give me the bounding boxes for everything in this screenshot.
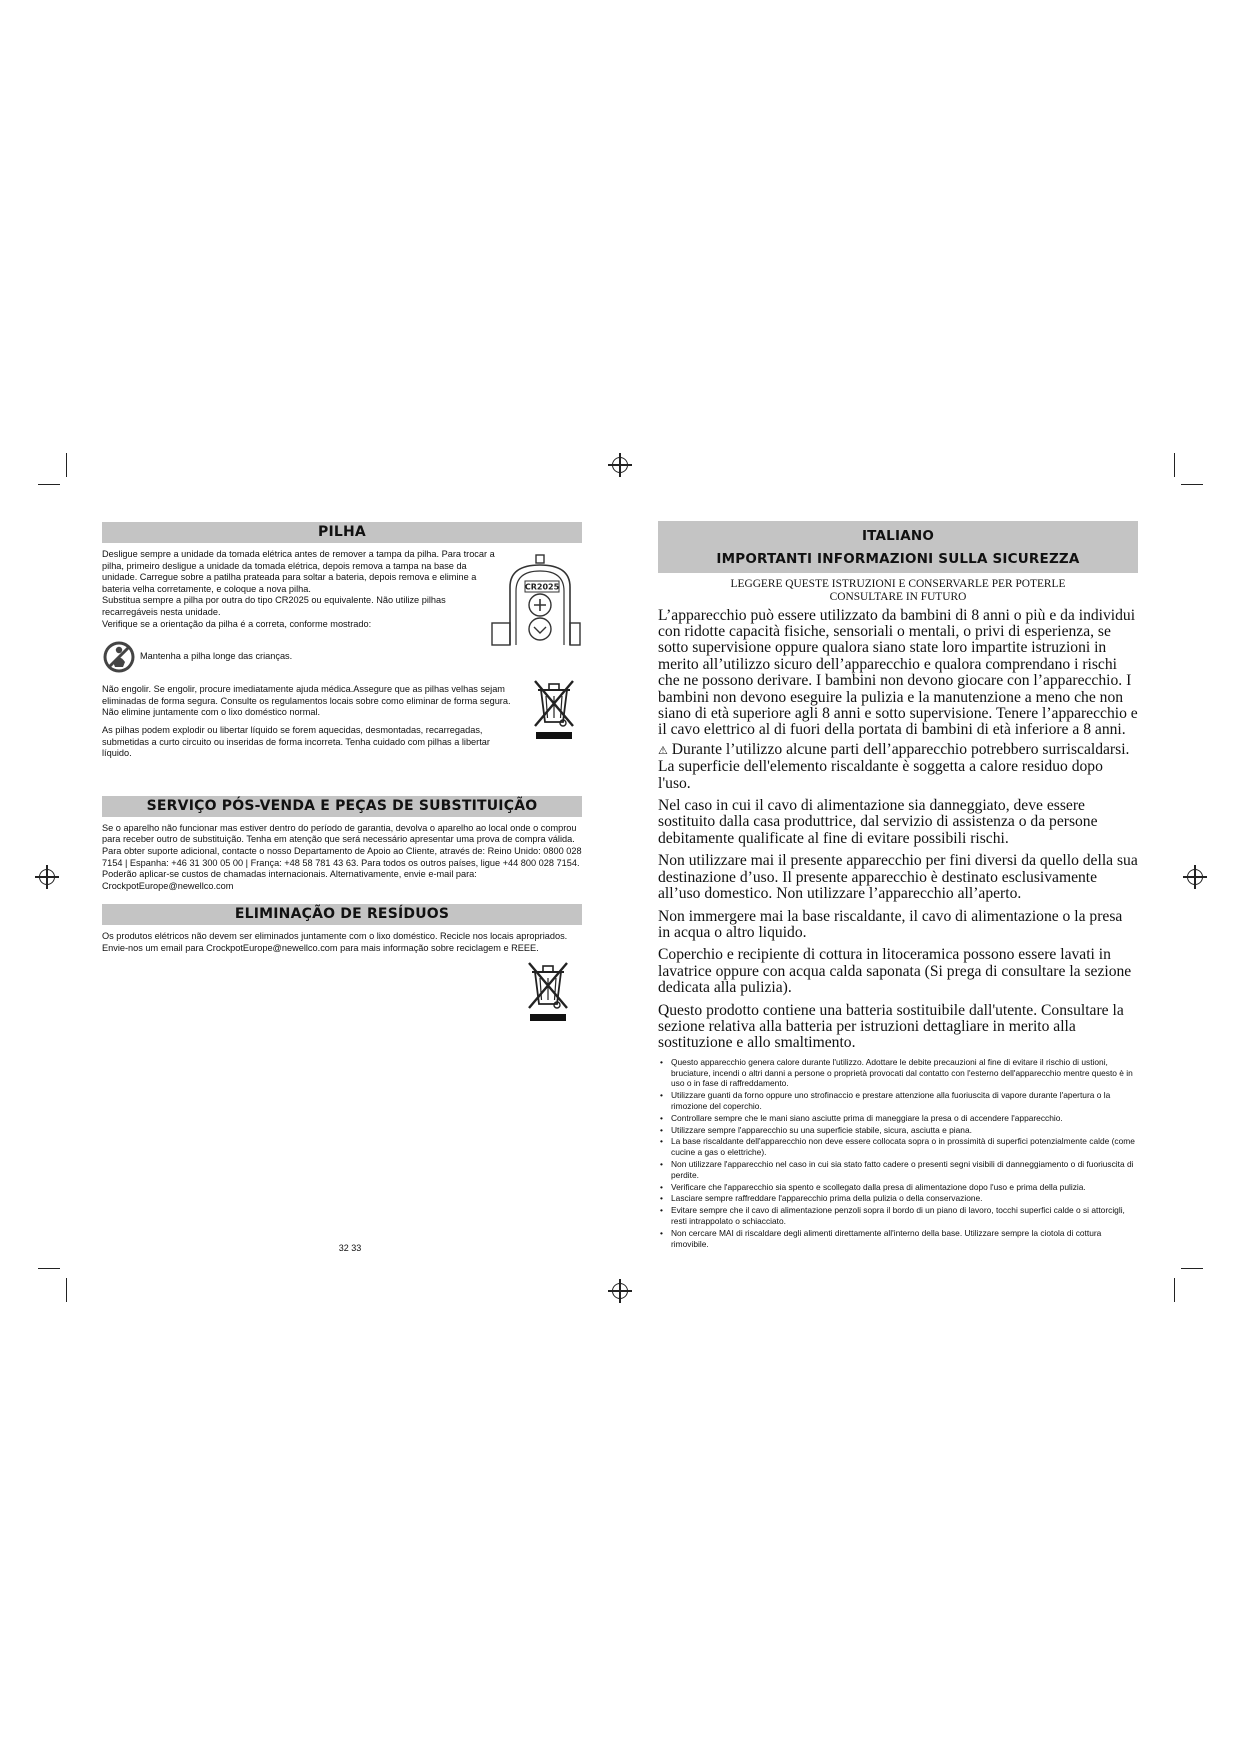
- safety-paragraph: Coperchio e recipiente di cottura in litoceramica possono essere lavati in lavatrice oppure con acqua calda saponata (Si prega di consultare la sezione dedicata alla pulizia).: [658, 946, 1132, 997]
- pilha-paragraph: Verifique se a orientação da pilha é a correta, conforme mostrado:: [102, 618, 372, 629]
- pilha-paragraph: Substitua sempre a pilha por outra do tipo CR2025 ou equivalente. Não utilize pilhas recarregáveis nesta unidade.: [102, 595, 446, 617]
- crop-mark: [66, 453, 67, 477]
- subtitle-line: LEGGERE QUESTE ISTRUZIONI E CONSERVARLE PER POTERLE: [730, 578, 1066, 590]
- pilha-section: [102, 549, 582, 760]
- pilha-paragraph: Desligue sempre a unidade da tomada elétrica antes de remover a tampa da pilha. Para trocar a pilha, primeiro desligue a unidade da tomada elétrica, depois remova a tampa na base da unidade. Carregue sobre a patilha prateada para soltar a bateria, depois remova e elimine a bateria velha corretamente, e coloque a nova pilha.: [102, 549, 495, 594]
- crop-mark: [1181, 484, 1203, 485]
- registration-mark-icon: [612, 1283, 628, 1299]
- hot-surface-warning-icon: ⚠: [658, 744, 668, 757]
- pilha-paragraph: As pilhas podem explodir ou libertar líquido se forem aquecidas, desmontadas, recarregadas, submetidas a curto circuito ou inseridas de forma incorreta. Tenha cuidado com pilhas a libertar líquido.: [102, 724, 490, 759]
- crop-mark: [1174, 453, 1175, 477]
- list-item: • Verificare che l'apparecchio sia spento e scollegato dalla presa di alimentazione dopo l'uso e prima della pulizia.: [658, 1182, 1138, 1193]
- servico-paragraph: Se o aparelho não funcionar mas estiver dentro do período de garantia, devolva o aparelho ao local onde o comprou para receber outro de substituição. Tenha em atenção que será necessário apresentar uma prova de compra válida. Para obter suporte adicional, contacte o nosso Departamento de Apoio ao Cliente, através de: Reino Unido: 0800 028 7154 | Espanha: +46 31 300 05 00 | França: +48 58 781 43 63. Para todos os outros países, ligue +44 800 028 7154. Poderão aplicar-se custos de chamadas internacionais. Alternativamente, envie e-mail para: CrockpotEurope@newellco.com: [102, 822, 582, 891]
- list-item: • Utilizzare guanti da forno oppure uno strofinaccio e prestare attenzione alla fuoriuscita di vapore durante l'apertura o la rimozione del coperchio.: [658, 1090, 1138, 1112]
- registration-mark-icon: [1187, 869, 1203, 885]
- battery-orientation-icon: [490, 553, 582, 651]
- safety-paragraph: Nel caso in cui il cavo di alimentazione sia danneggiato, deve essere sostituito dalla casa produttrice, dal servizio di assistenza o da persone debitamente qualificate al fine di evitare possibili rischi.: [658, 797, 1098, 847]
- crop-mark: [1181, 1268, 1203, 1269]
- safety-paragraph: Non immergere mai la base riscaldante, il cavo di alimentazione o la presa in acqua o altro liquido.: [658, 907, 1123, 941]
- weee-crossed-bin-icon: [526, 960, 570, 1024]
- safety-bullet-list: [658, 1057, 1138, 1250]
- pilha-text-block: [102, 549, 497, 630]
- instructions-subtitle: [658, 578, 1138, 604]
- crop-mark: [38, 1268, 60, 1269]
- list-item: • Controllare sempre che le mani siano asciutte prima di maneggiare la presa o di accendere l'apparecchio.: [658, 1113, 1138, 1124]
- left-page: [102, 522, 582, 1024]
- safety-paragraph-text: Durante l’utilizzo alcune parti dell’apparecchio potrebbero surriscaldarsi. La superficie dell'elemento riscaldante è soggetta a calore residuo dopo l'uso.: [658, 740, 1130, 792]
- registration-mark-icon: [612, 457, 628, 473]
- pilha-disposal-block: [102, 684, 582, 760]
- list-item: • Non cercare MAI di riscaldare degli alimenti direttamente all'interno della base. Utilizzare sempre la ciotola di cottura rimovibile.: [658, 1228, 1138, 1250]
- list-item: • La base riscaldante dell'apparecchio non deve essere collocata sopra o in prossimità di superfici potenzialmente calde (come cucine a gas o elettriche).: [658, 1136, 1138, 1158]
- battery-model-label: CR2025: [524, 582, 560, 592]
- safety-paragraph: Questo prodotto contiene una batteria sostituibile dall'utente. Consultare la sezione relativa alla batteria per istruzioni dettagliare in merito alla sostituzione e allo smaltimento.: [658, 1001, 1124, 1052]
- list-item: • Questo apparecchio genera calore durante l'utilizzo. Adottare le debite precauzioni al fine di evitare il rischio di ustioni, bruciature, incendi o altri danni a persone o proprietà provocati dal contatto con l'esterno dell'apparecchio mentre questo è in uso o in fase di raffreddamento.: [658, 1057, 1138, 1089]
- list-item: • Non utilizzare l'apparecchio nel caso in cui sia stato fatto cadere o presenti segni visibili di danneggiamento o di fuoriuscita di perdite.: [658, 1159, 1138, 1181]
- servico-heading: SERVIÇO PÓS-VENDA E PEÇAS DE SUBSTITUIÇÃO: [102, 796, 582, 817]
- language-title: ITALIANO: [861, 528, 935, 544]
- keep-away-from-children-icon: [102, 640, 136, 674]
- italian-heading-bar: [658, 521, 1138, 573]
- list-item: • Evitare sempre che il cavo di alimentazione penzoli sopra il bordo di un piano di lavoro, tocchi superfici calde o si attorcigli, resti intrappolato o schiacciato.: [658, 1205, 1138, 1227]
- safety-text: [658, 608, 1138, 1052]
- crop-mark: [38, 484, 60, 485]
- subtitle-line: CONSULTARE IN FUTURO: [829, 590, 967, 603]
- safety-paragraph: Non utilizzare mai il presente apparecchio per fini diversi da quello della sua destinazione d’uso. Il presente apparecchio è destinato esclusivamente all’uso domestico. Non utilizzare l’apparecchio all’aperto.: [658, 852, 1138, 903]
- safety-paragraph: L’apparecchio può essere utilizzato da bambini di 8 anni o più e da individui con ridotte capacità fisiche, sensoriali o mentali, o privi di esperienza, se sotto supervisione oppure qualora siano state loro impartite istruzioni in merito all’utilizzo sicuro dell’apparecchio e qualora comprendano i rischi che ne possono derivare. I bambini non devono giocare con l’apparecchio. I bambini non devono eseguire la pulizia e la manutenzione a meno che non siano di età superiore agli 8 anni e sotto supervisione. Tenere l’apparecchio e il cavo elettrico al di fuori della portata di bambini di età inferiore a 8 anni.: [658, 606, 1138, 739]
- safety-title: IMPORTANTI INFORMAZIONI SULLA SICUREZZA: [716, 551, 1080, 567]
- list-item: • Lasciare sempre raffreddare l'apparecchio prima della pulizia o della conservazione.: [658, 1193, 1138, 1204]
- pilha-heading: PILHA: [102, 522, 582, 543]
- eliminacao-paragraph: Os produtos elétricos não devem ser eliminados juntamente com o lixo doméstico. Recicle nos locais apropriados. Envie-nos um email para CrockpotEurope@newellco.com para mais informação sobre reciclagem e REEE.: [102, 931, 568, 953]
- child-warning-text: Mantenha a pilha longe das crianças.: [140, 651, 293, 662]
- pilha-paragraph: Não engolir. Se engolir, procure imediatamente ajuda médica.Assegure que as pilhas velhas sejam eliminadas de forma segura. Consulte os regulamentos locais sobre como eliminar de forma segura. Não elimine juntamente com o lixo doméstico normal.: [102, 684, 511, 718]
- right-page: [658, 521, 1138, 1250]
- crop-mark: [1174, 1278, 1175, 1302]
- weee-crossed-bin-icon: [532, 678, 576, 742]
- list-item: • Utilizzare sempre l'apparecchio su una superficie stabile, sicura, asciutta e piana.: [658, 1125, 1138, 1136]
- crop-mark: [66, 1278, 67, 1302]
- safety-paragraph-hot-warning: [658, 742, 1138, 792]
- page-numbers: 32 33: [338, 1243, 362, 1253]
- registration-mark-icon: [39, 869, 55, 885]
- eliminacao-heading: ELIMINAÇÃO DE RESÍDUOS: [102, 904, 582, 925]
